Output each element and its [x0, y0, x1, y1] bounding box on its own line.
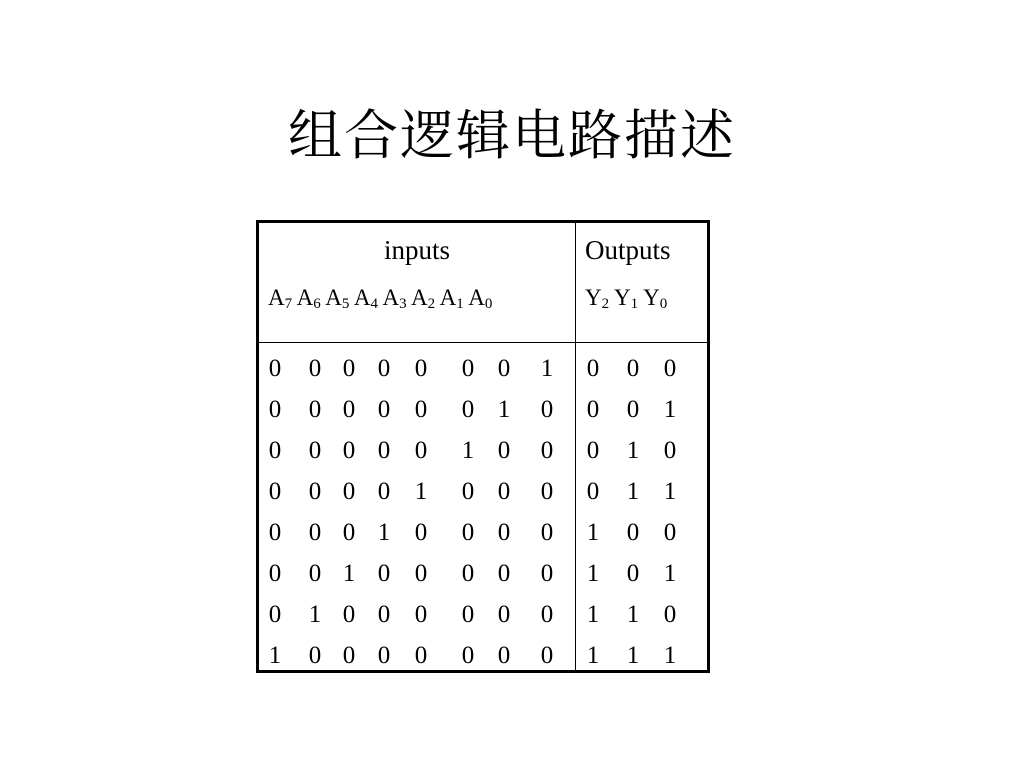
truth-table [256, 220, 710, 673]
output-var-base: Y [614, 285, 631, 310]
input-bit: 0 [461, 355, 475, 382]
input-bit: 0 [497, 478, 511, 505]
table-row [259, 473, 707, 514]
output-bit: 0 [663, 355, 677, 382]
input-bit: 0 [497, 355, 511, 382]
input-bit: 0 [268, 437, 282, 464]
output-bit: 0 [663, 437, 677, 464]
inputs-header: inputs [383, 235, 450, 265]
input-bit: 0 [377, 478, 391, 505]
input-bit: 0 [308, 355, 322, 382]
input-var-subscript: 0 [484, 296, 493, 312]
input-bit: 0 [377, 437, 391, 464]
input-bit: 0 [308, 519, 322, 546]
output-var-subscript: 2 [601, 296, 610, 312]
input-bit: 0 [461, 642, 475, 669]
input-var-base: A [382, 285, 400, 310]
output-bit: 1 [626, 437, 640, 464]
output-var-y1 [614, 285, 638, 310]
input-var-base: A [268, 285, 285, 310]
input-var-base: A [411, 285, 428, 310]
input-bit: 1 [308, 601, 322, 628]
table-row [259, 514, 707, 555]
output-bit: 1 [586, 519, 600, 546]
truth-table-body [259, 350, 707, 678]
output-bit: 0 [586, 478, 600, 505]
output-bit: 1 [626, 478, 640, 505]
input-bit: 0 [342, 437, 356, 464]
input-bit: 0 [268, 560, 282, 587]
input-bit: 0 [414, 642, 428, 669]
input-bit: 0 [308, 642, 322, 669]
input-bit: 0 [268, 478, 282, 505]
output-bit: 1 [663, 642, 677, 669]
input-bit: 0 [308, 478, 322, 505]
input-bit: 0 [414, 355, 428, 382]
input-bit: 0 [414, 601, 428, 628]
input-var-subscript: 4 [370, 296, 378, 312]
input-bit: 0 [540, 437, 554, 464]
input-var-subscript: 5 [341, 296, 350, 312]
input-bit: 0 [461, 478, 475, 505]
input-bit: 0 [342, 601, 356, 628]
input-bit: 0 [461, 519, 475, 546]
output-bit: 0 [626, 355, 640, 382]
input-var-a7 [268, 285, 292, 310]
output-bit: 0 [663, 519, 677, 546]
input-bit: 0 [308, 437, 322, 464]
output-var-base: Y [585, 285, 602, 310]
input-var-a5 [325, 285, 349, 310]
input-bit: 0 [540, 396, 554, 423]
input-bit: 0 [540, 642, 554, 669]
input-bit: 0 [342, 642, 356, 669]
input-bit: 1 [540, 355, 554, 382]
output-bit: 0 [626, 396, 640, 423]
input-bit: 0 [342, 519, 356, 546]
input-bit: 0 [540, 519, 554, 546]
input-bit: 0 [342, 396, 356, 423]
outputs-header: Outputs [585, 235, 671, 265]
output-bit: 1 [663, 478, 677, 505]
output-var-y0 [643, 285, 667, 310]
input-bit: 0 [377, 560, 391, 587]
output-var-subscript: 0 [659, 296, 668, 312]
output-bit: 0 [586, 355, 600, 382]
input-bit: 1 [414, 478, 428, 505]
input-bit: 0 [268, 355, 282, 382]
header-divider [259, 342, 707, 343]
input-var-subscript: 6 [313, 296, 321, 312]
input-bit: 0 [414, 437, 428, 464]
input-bit: 0 [461, 560, 475, 587]
input-bit: 0 [497, 519, 511, 546]
input-bit: 0 [540, 560, 554, 587]
output-bit: 1 [586, 560, 600, 587]
input-bit: 0 [308, 560, 322, 587]
input-bit: 0 [497, 437, 511, 464]
input-bit: 0 [461, 601, 475, 628]
output-bit: 0 [626, 560, 640, 587]
output-variable-names [585, 283, 667, 313]
output-bit: 0 [586, 437, 600, 464]
output-bit: 1 [626, 601, 640, 628]
output-var-base: Y [643, 285, 660, 310]
input-var-a6 [297, 285, 321, 310]
input-bit: 0 [497, 560, 511, 587]
input-var-subscript: 7 [284, 296, 293, 312]
input-var-base: A [325, 285, 342, 310]
input-var-subscript: 1 [456, 296, 464, 312]
input-var-subscript: 3 [399, 296, 407, 312]
output-var-subscript: 1 [630, 296, 639, 312]
input-bit: 0 [497, 601, 511, 628]
input-bit: 0 [377, 642, 391, 669]
input-bit: 0 [377, 601, 391, 628]
output-var-y2 [585, 285, 609, 310]
input-bit: 1 [461, 437, 475, 464]
input-bit: 0 [414, 519, 428, 546]
output-bit: 1 [663, 560, 677, 587]
input-bit: 0 [308, 396, 322, 423]
output-bit: 1 [586, 601, 600, 628]
input-var-base: A [353, 285, 371, 310]
input-bit: 0 [268, 396, 282, 423]
input-bit: 0 [268, 519, 282, 546]
table-row [259, 555, 707, 596]
input-var-a2 [411, 285, 435, 310]
input-var-base: A [468, 285, 485, 310]
input-bit: 0 [414, 396, 428, 423]
input-var-a3 [382, 285, 406, 310]
input-var-subscript: 2 [427, 296, 436, 312]
table-row [259, 596, 707, 637]
input-bit: 0 [497, 642, 511, 669]
table-row [259, 637, 707, 678]
input-var-base: A [439, 285, 457, 310]
input-bit: 1 [342, 560, 356, 587]
input-bit: 0 [268, 601, 282, 628]
output-bit: 1 [586, 642, 600, 669]
input-bit: 0 [377, 396, 391, 423]
table-row [259, 432, 707, 473]
slide-title: 组合逻辑电路描述 [288, 104, 736, 167]
input-bit: 0 [540, 601, 554, 628]
input-var-base: A [296, 285, 314, 310]
input-bit: 1 [377, 519, 391, 546]
input-var-a1 [440, 285, 464, 310]
input-bit: 0 [414, 560, 428, 587]
input-bit: 1 [497, 396, 511, 423]
input-var-a4 [354, 285, 378, 310]
input-bit: 0 [540, 478, 554, 505]
output-bit: 0 [663, 601, 677, 628]
input-bit: 0 [342, 478, 356, 505]
input-var-a0 [468, 285, 492, 310]
output-bit: 0 [586, 396, 600, 423]
table-row [259, 391, 707, 432]
output-bit: 1 [663, 396, 677, 423]
input-variable-names [268, 283, 492, 313]
input-bit: 0 [377, 355, 391, 382]
output-bit: 0 [626, 519, 640, 546]
input-bit: 0 [342, 355, 356, 382]
input-bit: 1 [268, 642, 282, 669]
input-bit: 0 [461, 396, 475, 423]
output-bit: 1 [626, 642, 640, 669]
table-row [259, 350, 707, 391]
